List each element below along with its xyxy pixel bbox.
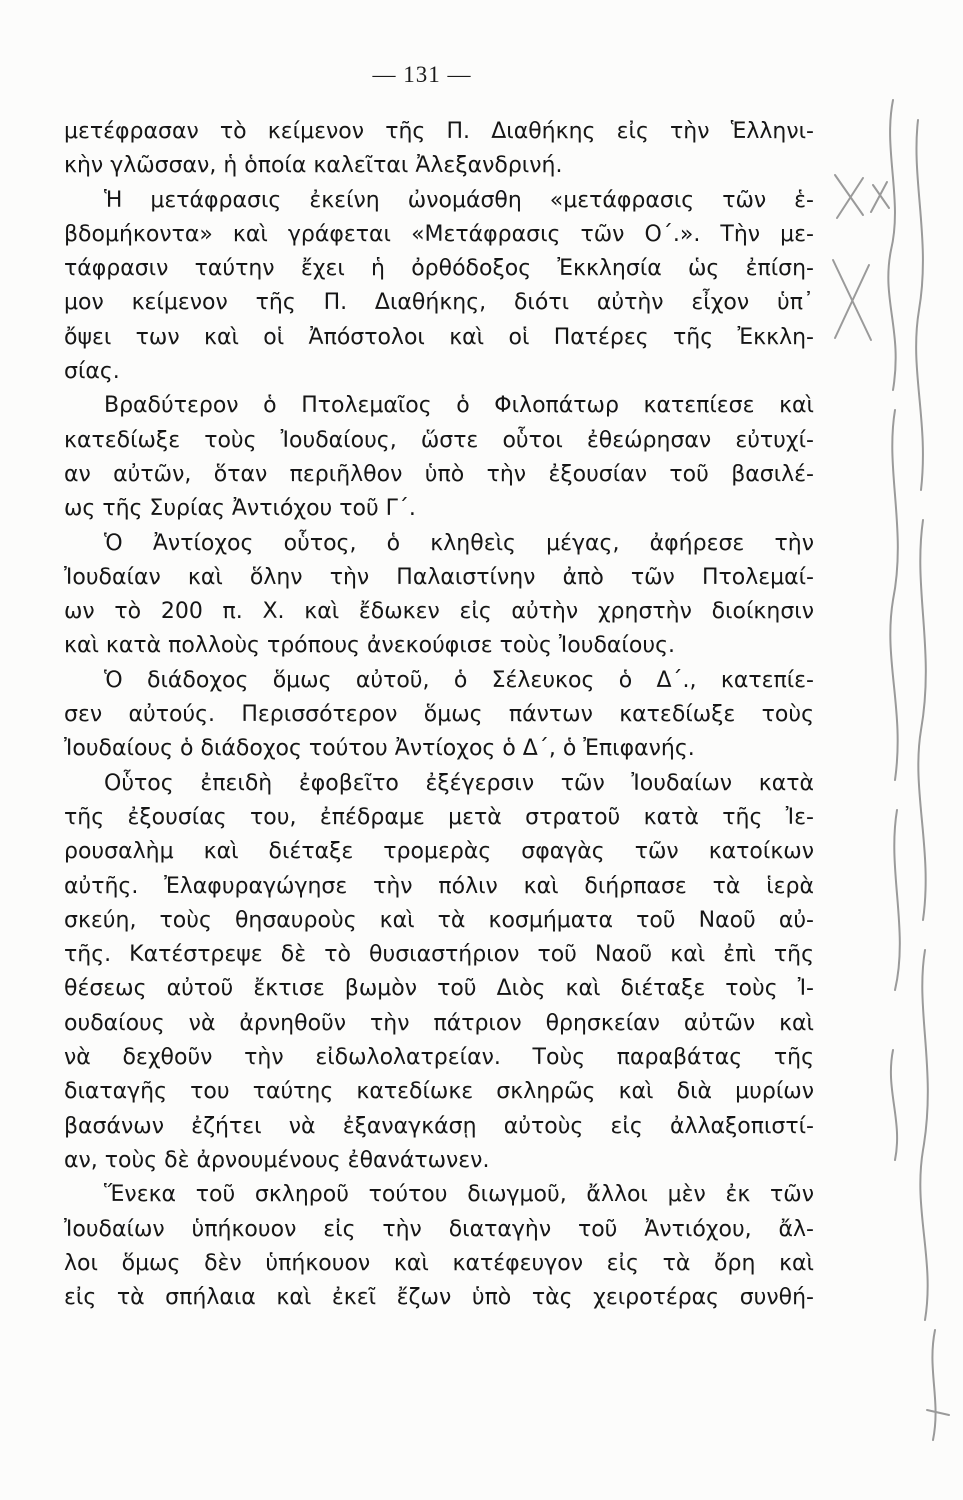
text-line: Ὁ διάδοχος ὅμως αὐτοῦ, ὁ Σέλευκος ὁ Δ΄., κατεπίε- <box>104 667 814 693</box>
text-line: αὐτῆς. Ἐλαφυραγώγησε τὴν πόλιν καὶ διήρπασε τὰ ἱερὰ <box>64 873 814 899</box>
text-line: νὰ δεχθοῦν τὴν εἰδωλολατρείαν. Τοὺς παραβάτας τῆς <box>64 1045 814 1071</box>
text-line: θέσεως αὐτοῦ ἔκτισε βωμὸν τοῦ Διὸς καὶ διέταξε τοὺς Ἰ- <box>64 976 814 1002</box>
text-line: βδομήκοντα» καὶ γράφεται «Μετάφρασις τῶν Ο΄.». Τὴν με- <box>64 221 814 247</box>
text-line: Ἕνεκα τοῦ σκληροῦ τούτου διωγμοῦ, ἄλλοι μὲν ἐκ τῶν <box>104 1182 814 1208</box>
text-line: μον κείμενον τῆς Π. Διαθήκης, διότι αὐτὴν εἶχον ὑπ᾽ <box>64 290 814 316</box>
text-line: Ἡ μετάφρασις ἐκείνη ὠνομάσθη «μετάφρασις τῶν ἑ- <box>104 187 814 213</box>
text-line: Ἰουδαίαν καὶ ὅλην τὴν Παλαιστίνην ἀπὸ τῶν Πτολεμαί- <box>64 564 814 590</box>
text-line: διαταγῆς του ταύτης κατεδίωκε σκληρῶς καὶ διὰ μυρίων <box>64 1079 814 1105</box>
text-line: κὴν γλῶσσαν, ἡ ὁποία καλεῖται Ἀλεξανδρινή. <box>64 153 563 179</box>
text-line: μετέφρασαν τὸ κείμενον τῆς Π. Διαθήκης εἰς τὴν Ἑλληνι- <box>64 119 814 144</box>
text-line: ὄψει των καὶ οἱ Ἀπόστολοι καὶ οἱ Πατέρες τῆς Ἐκκλη- <box>64 324 814 350</box>
text-line: λοι ὅμως δὲν ὑπήκουον καὶ κατέφευγον εἰς τὰ ὄρη καὶ <box>64 1250 814 1276</box>
text-line: ως τῆς Συρίας Ἀντιόχου τοῦ Γ΄. <box>64 496 416 522</box>
text-line: εἰς τὰ σπήλαια καὶ ἐκεῖ ἔζων ὑπὸ τὰς χειροτέρας συνθή- <box>64 1285 814 1311</box>
body-text <box>64 115 814 1315</box>
text-line: τῆς. Κατέστρεψε δὲ τὸ θυσιαστήριον τοῦ Ναοῦ καὶ ἐπὶ τῆς <box>64 942 814 968</box>
text-line: Ἰουδαίων ὑπήκουον εἰς τὴν διαταγὴν τοῦ Ἀντιόχου, ἄλ- <box>64 1216 814 1242</box>
text-line: σεν αὐτούς. Περισσότερον ὅμως πάντων κατεδίωξε τοὺς <box>64 702 814 728</box>
text-line: ουδαίους νὰ ἀρνηθοῦν τὴν πάτριον θρησκείαν αὐτῶν καὶ <box>64 1010 814 1036</box>
page-number: — 131 — <box>372 62 472 87</box>
text-line: αν αὐτῶν, ὅταν περιῆλθον ὑπὸ τὴν ἐξουσίαν τοῦ βασιλέ- <box>64 461 814 487</box>
text-line: βασάνων ἐζήτει νὰ ἐξαναγκάσῃ αὐτοὺς εἰς ἀλλαξοπιστί- <box>64 1113 814 1139</box>
text-line: Ὁ Ἀντίοχος οὗτος, ὁ κληθεὶς μέγας, ἀφήρεσε τὴν <box>104 530 814 556</box>
handwriting-scribble-icon <box>823 90 963 1450</box>
text-line: Βραδύτερον ὁ Πτολεμαῖος ὁ Φιλοπάτωρ κατεπίεσε καὶ <box>104 393 814 419</box>
text-line: αν, τοὺς δὲ ἀρνουμένους ἐθανάτωνεν. <box>64 1147 490 1173</box>
text-line: σκεύη, τοὺς θησαυροὺς καὶ τὰ κοσμήματα τοῦ Ναοῦ αὐ- <box>64 907 814 933</box>
text-line: σίας. <box>64 359 120 385</box>
text-line: ρουσαλὴμ καὶ διέταξε τρομερὰς σφαγὰς τῶν κατοίκων <box>64 839 814 865</box>
text-line: καὶ κατὰ πολλοὺς τρόπους ἀνεκούφισε τοὺς Ἰουδαίους. <box>64 633 675 659</box>
text-line: Οὗτος ἐπειδὴ ἐφοβεῖτο ἐξέγερσιν τῶν Ἰουδαίων κατὰ <box>104 770 814 796</box>
text-line: τῆς ἐξουσίας του, ἐπέδραμε μετὰ στρατοῦ κατὰ τῆς Ἰε- <box>64 804 814 830</box>
text-line: τάφρασιν ταύτην ἔχει ἡ ὀρθόδοξος Ἐκκλησία ὡς ἐπίση- <box>64 256 814 282</box>
text-line: Ἰουδαίους ὁ διάδοχος τούτου Ἀντίοχος ὁ Δ΄, ὁ Ἐπιφανής. <box>64 736 695 762</box>
text-line: ων τὸ 200 π. Χ. καὶ ἔδωκεν εἰς αὐτὴν χρηστὴν διοίκησιν <box>64 599 814 625</box>
pencil-margin-annotation <box>823 90 963 1450</box>
text-line: κατεδίωξε τοὺς Ἰουδαίους, ὥστε οὗτοι ἐθεώρησαν εὐτυχί- <box>64 427 814 453</box>
